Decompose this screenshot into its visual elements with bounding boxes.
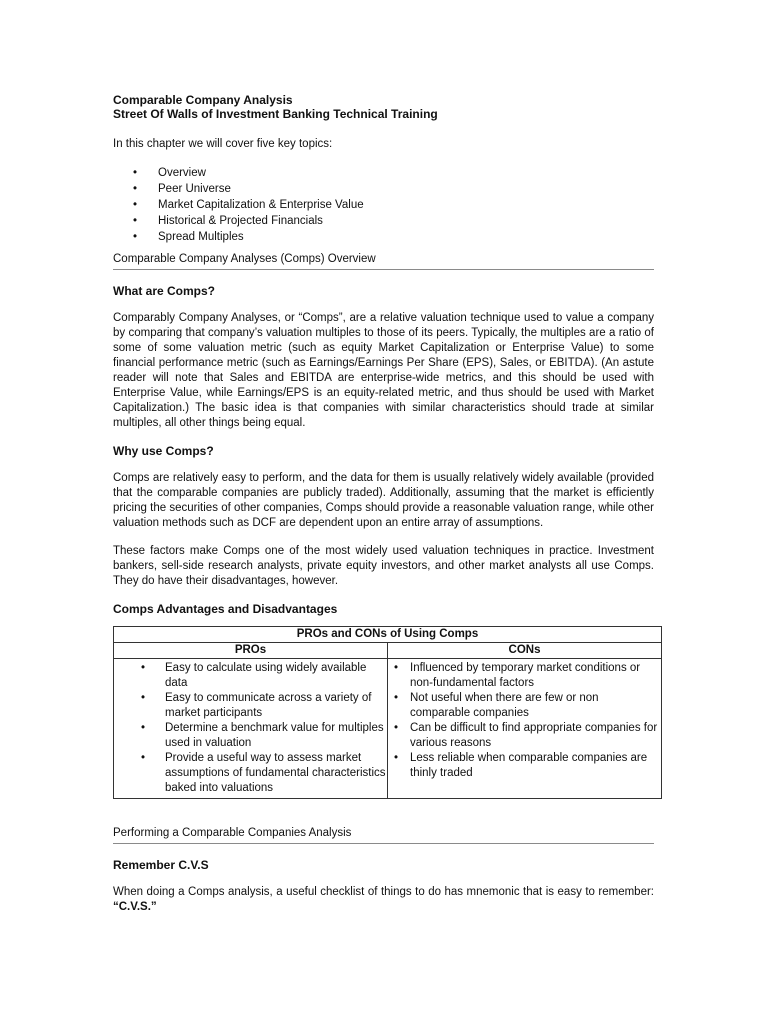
bullet-icon: • bbox=[133, 167, 138, 179]
what-are-comps-heading: What are Comps? bbox=[113, 284, 216, 298]
document-subtitle: Street Of Walls of Investment Banking Technical Training bbox=[113, 107, 438, 121]
why-use-comps-paragraph-2: These factors make Comps one of the most widely used valuation techniques in practice. Investment bankers, sell-side research analysts, private equity investors, and other market analysts all use Comps. They do have their disadvantages, however. bbox=[113, 545, 654, 587]
list-item: • Determine a benchmark value for multiples used in valuation bbox=[141, 722, 384, 749]
list-item: • Overview bbox=[133, 167, 206, 179]
list-item: • Easy to communicate across a variety of market participants bbox=[141, 692, 372, 719]
remember-cvs-paragraph: When doing a Comps analysis, a useful checklist of things to do has mnemonic that is easy to remember: “C.V.S.” bbox=[113, 886, 654, 913]
bullet-icon: • bbox=[133, 231, 138, 243]
list-item: • Spread Multiples bbox=[133, 231, 244, 243]
what-are-comps-paragraph: Comparably Company Analyses, or “Comps”, are a relative valuation technique used to value a company by comparing that company’s valuation multiples to those of its peers. Typically, the multiples are a ratio of some of some valuation metric (such as equity Market Capitalization or Enterprise Value) to some financial performance metric (such as Earnings/Earnings Per Share (EPS), Sales, or EBITDA). (An astute reader will note that Sales and EBITDA are enterprise-wide metrics, and this should be used with Enterprise Value, while Earnings/EPS is an equity-related metric, and thus should be used with Market Capitalization.) The basic idea is that companies with similar characteristics should trade at similar multiples, all other things being equal. bbox=[113, 312, 654, 429]
bullet-icon: • bbox=[141, 752, 146, 764]
bullet-icon: • bbox=[394, 692, 399, 704]
bullet-icon: • bbox=[141, 662, 146, 674]
advantages-heading: Comps Advantages and Disadvantages bbox=[113, 602, 338, 616]
bullet-icon: • bbox=[394, 752, 399, 764]
list-item: • Peer Universe bbox=[133, 183, 231, 195]
why-use-comps-paragraph-1: Comps are relatively easy to perform, and the data for them is usually relatively widely available (provided that the comparable companies are publicly traded). Additionally, assuming that the market is efficiently pricing the securities of other companies, Comps should provide a reasonable valuation range, while other valuation methods such as DCF are dependent upon an entire array of assumptions. bbox=[113, 472, 654, 529]
cvs-mnemonic: “C.V.S.” bbox=[113, 901, 157, 913]
list-item: • Historical & Projected Financials bbox=[133, 215, 323, 227]
bullet-icon: • bbox=[133, 199, 138, 211]
why-use-comps-heading: Why use Comps? bbox=[113, 444, 214, 458]
pros-list bbox=[114, 659, 387, 798]
list-item: • Provide a useful way to assess market assumptions of fundamental characteristics baked into valuations bbox=[141, 752, 386, 794]
bullet-icon: • bbox=[141, 692, 146, 704]
list-item: • Not useful when there are few or non comparable companies bbox=[394, 692, 599, 719]
table-caption: PROs and CONs of Using Comps bbox=[114, 627, 662, 643]
cons-list bbox=[388, 659, 661, 783]
bullet-icon: • bbox=[394, 722, 399, 734]
list-item: • Less reliable when comparable companies are thinly traded bbox=[394, 752, 648, 779]
section-heading-overview: Comparable Company Analyses (Comps) Overview bbox=[113, 252, 654, 270]
bullet-icon: • bbox=[133, 215, 138, 227]
bullet-icon: • bbox=[133, 183, 138, 195]
list-item: • Market Capitalization & Enterprise Value bbox=[133, 199, 364, 211]
pros-cell bbox=[114, 659, 388, 799]
cons-cell bbox=[388, 659, 662, 799]
pros-cons-table bbox=[113, 626, 662, 799]
topics-list bbox=[113, 165, 654, 245]
intro-text: In this chapter we will cover five key topics: bbox=[113, 138, 333, 150]
cons-header: CONs bbox=[388, 643, 662, 659]
bullet-icon: • bbox=[394, 662, 399, 674]
pros-header: PROs bbox=[114, 643, 388, 659]
bullet-icon: • bbox=[141, 722, 146, 734]
list-item: • Easy to calculate using widely available data bbox=[141, 662, 367, 689]
remember-cvs-heading: Remember C.V.S bbox=[113, 858, 209, 872]
document-title: Comparable Company Analysis bbox=[113, 93, 293, 107]
list-item: • Can be difficult to find appropriate companies for various reasons bbox=[394, 722, 658, 749]
list-item: • Influenced by temporary market conditions or non-fundamental factors bbox=[394, 662, 641, 689]
document-page bbox=[113, 93, 658, 915]
section-heading-performing: Performing a Comparable Companies Analysis bbox=[113, 826, 654, 844]
